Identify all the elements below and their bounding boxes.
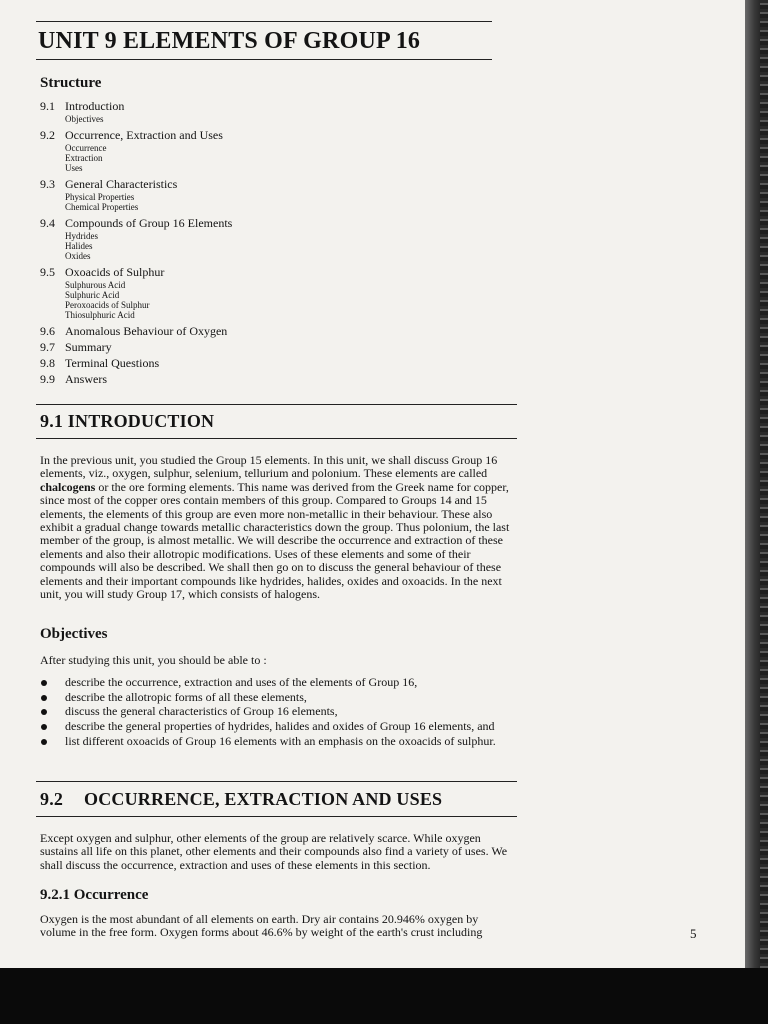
- toc-subitem: Sulphurous Acid: [65, 280, 126, 290]
- toc-subitem: Oxides: [65, 251, 91, 261]
- table-of-contents: [40, 99, 300, 387]
- toc-number: 9.7: [40, 340, 55, 354]
- toc-subitem: Objectives: [65, 114, 104, 124]
- toc-number: 9.6: [40, 324, 55, 338]
- toc-title: Compounds of Group 16 Elements: [65, 216, 233, 230]
- toc-entry: [40, 356, 300, 371]
- toc-entry: [40, 372, 300, 387]
- toc-subitem: Hydrides: [65, 231, 98, 241]
- list-item: describe the allotropic forms of all these elements,: [40, 690, 520, 705]
- toc-number: 9.3: [40, 177, 55, 191]
- term-chalcogens: chalcogens: [40, 479, 96, 494]
- paragraph-text: In the previous unit, you studied the Group 15 elements. In this unit, we shall discuss Group 16 elements, viz., oxygen, sulphur, selenium, tellurium and polonium. These elements are called: [40, 453, 498, 481]
- toc-title: Summary: [65, 340, 112, 354]
- list-item: describe the general properties of hydrides, halides and oxides of Group 16 elements, and: [40, 719, 520, 734]
- divider: [36, 21, 492, 22]
- toc-entry: [40, 216, 300, 261]
- unit-title: UNIT 9 ELEMENTS OF GROUP 16: [38, 28, 421, 54]
- paragraph-text: or the ore forming elements. This name was derived from the Greek name for copper, since most of the copper ores contain members of this group. Compared to Groups 14 and 15 elements, the elements of this group are even more non-metallic in their behaviour. These also exhibit a gradual change towards metallic characteristics down the group. Thus polonium, the last member of the group, is almost metallic. We will describe the occurrence and extraction of these elements and also their allotropic modifications. Uses of these elements and some of their compounds will also be described. We shall then go on to discuss the general behaviour of these elements and their important compounds like hydrides, halides, oxides and oxoacids. In the next unit, you will study Group 17, which consists of halogens.: [40, 479, 510, 602]
- divider: [36, 816, 517, 817]
- toc-entry: [40, 128, 300, 173]
- scan-edge: [760, 0, 768, 968]
- toc-title: Anomalous Behaviour of Oxygen: [65, 324, 228, 338]
- introduction-paragraph: [40, 454, 516, 601]
- toc-title: Terminal Questions: [65, 356, 160, 370]
- objectives-list: [40, 675, 520, 749]
- occurrence-sub-paragraph: Oxygen is the most abundant of all elements on earth. Dry air contains 20.946% oxygen by volume in the free form. Oxygen forms about 46.6% by weight of the earth's crust including: [40, 912, 483, 940]
- toc-subitem: Sulphuric Acid: [65, 290, 120, 300]
- toc-subitem: Peroxoacids of Sulphur: [65, 300, 150, 310]
- toc-number: 9.4: [40, 216, 55, 230]
- toc-entry: [40, 177, 300, 212]
- toc-subitem: Uses: [65, 163, 83, 173]
- toc-subitem: Physical Properties: [65, 192, 135, 202]
- toc-title: General Characteristics: [65, 177, 178, 191]
- structure-heading: Structure: [40, 75, 102, 91]
- objectives-heading: Objectives: [40, 626, 108, 642]
- section-heading-occurrence: [40, 789, 442, 810]
- toc-entry: [40, 99, 300, 124]
- objectives-lead: After studying this unit, you should be able to :: [40, 653, 267, 667]
- toc-title: Answers: [65, 372, 107, 386]
- toc-number: 9.2: [40, 128, 55, 142]
- toc-subitem: Halides: [65, 241, 93, 251]
- toc-title: Oxoacids of Sulphur: [65, 265, 165, 279]
- divider: [36, 781, 517, 782]
- divider: [36, 404, 517, 405]
- occurrence-paragraph: Except oxygen and sulphur, other elements of the group are relatively scarce. While oxygen sustains all life on this planet, other elements and their compounds also find a variety of uses. We shall discuss the occurrence, extraction and uses of these elements in this section.: [40, 831, 508, 872]
- toc-number: 9.9: [40, 372, 55, 386]
- toc-entry: [40, 265, 300, 320]
- toc-title: Occurrence, Extraction and Uses: [65, 128, 223, 142]
- list-item: list different oxoacids of Group 16 elements with an emphasis on the oxoacids of sulphur.: [40, 734, 520, 749]
- toc-entry: [40, 340, 300, 355]
- toc-number: 9.1: [40, 99, 55, 113]
- toc-entry: [40, 324, 300, 339]
- page-number: 5: [690, 926, 697, 941]
- toc-subitem: Thiosulphuric Acid: [65, 310, 135, 320]
- section-heading-introduction: 9.1 INTRODUCTION: [40, 411, 215, 431]
- scan-background: [0, 968, 768, 1024]
- list-item: describe the occurrence, extraction and uses of the elements of Group 16,: [40, 675, 520, 690]
- toc-subitem: Occurrence: [65, 143, 107, 153]
- toc-title: Introduction: [65, 99, 125, 113]
- section-title: OCCURRENCE, EXTRACTION AND USES: [84, 789, 443, 809]
- divider: [36, 438, 517, 439]
- subsection-heading-occurrence: 9.2.1 Occurrence: [40, 887, 149, 903]
- toc-number: 9.8: [40, 356, 55, 370]
- list-item: discuss the general characteristics of Group 16 elements,: [40, 704, 520, 719]
- toc-number: 9.5: [40, 265, 55, 279]
- toc-subitem: Chemical Properties: [65, 202, 139, 212]
- section-number: 9.2: [40, 789, 64, 809]
- divider: [36, 59, 492, 60]
- toc-subitem: Extraction: [65, 153, 103, 163]
